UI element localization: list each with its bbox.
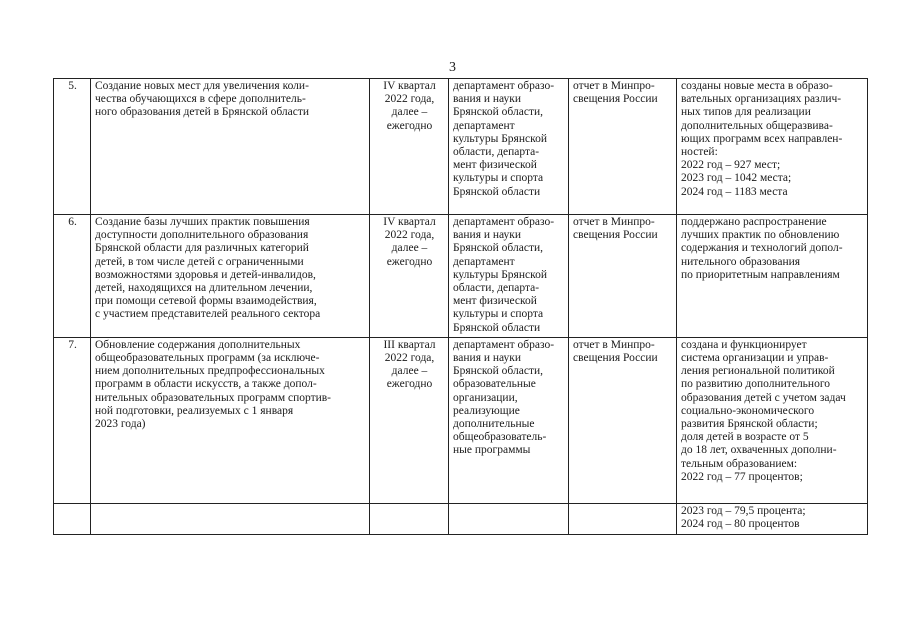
responsible-cell-line: департамент (453, 119, 515, 132)
report-cell-line: свещения России (573, 352, 658, 365)
result-cell (677, 215, 868, 338)
responsible-cell-line: ные программы (453, 444, 531, 457)
term-cell-line: далее – (391, 106, 428, 119)
responsible-cell-line: департамент образо- (453, 80, 555, 92)
term-cell-line: ежегодно (386, 378, 433, 391)
responsible-cell-line: департамент (453, 255, 515, 268)
term-cell-line: IV квартал (383, 216, 436, 228)
term-cell-line: 2022 года, (384, 93, 435, 106)
responsible-cell-line: реализующие (453, 404, 520, 417)
term-cell-line: далее – (391, 242, 428, 255)
empty-cell (54, 503, 91, 534)
result-cell (677, 503, 868, 534)
responsible-cell-line: вания и науки (453, 229, 522, 242)
event-cell-line: Брянской области для различных категорий (95, 242, 309, 255)
term-cell (370, 215, 449, 338)
result-cell-line: тельным образованием: (681, 457, 798, 470)
report-cell-line: свещения России (573, 93, 658, 106)
event-cell-line: ного образования детей в Брянской области (95, 106, 310, 119)
result-cell-line: развития Брянской области; (681, 418, 818, 431)
responsible-cell-line: культуры и спорта (453, 308, 544, 321)
responsible-cell-line: культуры Брянской (453, 268, 547, 281)
report-cell-line: отчет в Минпро- (573, 216, 655, 228)
responsible-cell-line: дополнительные (453, 418, 535, 431)
result-cell-line: образования детей с учетом задач (681, 391, 846, 404)
result-cell-line: ных типов для реализации (681, 106, 811, 119)
table-row (54, 215, 868, 338)
responsible-cell-line: организации, (453, 391, 518, 404)
event-cell-line: детей, в том числе детей с ограниченными (95, 255, 304, 268)
result-cell-line: 2024 год – 80 процентов (681, 518, 800, 531)
result-cell-line: ления региональной политикой (681, 365, 835, 378)
result-cell-line: социально-экономического (681, 404, 815, 417)
responsible-cell-line: Брянской области, (453, 106, 544, 119)
result-cell-line: система организации и управ- (681, 352, 829, 365)
page-number: 3 (449, 60, 456, 75)
responsible-cell-line: области, департа- (453, 282, 540, 295)
event-cell-line: детей, находящихся на длительном лечении, (95, 282, 313, 295)
result-cell-line: 2024 год – 1183 места (681, 185, 788, 198)
report-cell-line: отчет в Минпро- (573, 80, 655, 92)
responsible-cell-line: образовательные (453, 378, 536, 391)
result-cell-line: содержания и технологий допол- (681, 242, 843, 255)
responsible-cell-line: мент физической (453, 159, 537, 172)
responsible-cell-line: общеобразователь- (453, 431, 547, 444)
result-cell-line: ностей: (681, 146, 718, 159)
responsible-cell-line: вания и науки (453, 93, 522, 106)
responsible-cell (449, 337, 569, 503)
result-cell-line: по развитию дополнительного (681, 378, 831, 391)
event-cell (91, 337, 370, 503)
result-cell-line: доля детей в возрасте от 5 (681, 431, 809, 444)
responsible-cell (449, 79, 569, 215)
term-cell-line: III квартал (383, 338, 436, 351)
empty-cell (569, 503, 677, 534)
event-cell-line: с участием представителей реального сектора (95, 308, 321, 321)
term-cell (370, 79, 449, 215)
event-cell-line: 2023 года) (95, 418, 146, 431)
event-cell-line: нительных образовательных программ спортив- (95, 391, 332, 404)
plan-table (53, 78, 868, 535)
result-cell-line: создана и функционирует (681, 338, 807, 351)
responsible-cell-line: Брянской области, (453, 242, 544, 255)
term-cell-line: 2022 года, (384, 352, 435, 365)
event-cell-line: нием дополнительных предпрофессиональных (95, 365, 325, 378)
responsible-cell-line: области, департа- (453, 146, 540, 159)
result-cell-line: созданы новые места в образо- (681, 80, 833, 92)
report-cell-line: отчет в Минпро- (573, 338, 655, 351)
responsible-cell-line: культуры и спорта (453, 172, 544, 185)
event-cell-line: Создание новых мест для увеличения коли- (95, 80, 309, 92)
event-cell-line: возможностями здоровья и детей-инвалидов, (95, 268, 316, 281)
table-row (54, 337, 868, 503)
row-number: 5. (54, 79, 91, 215)
empty-cell (91, 503, 370, 534)
event-cell-line: чества обучающихся в сфере дополнитель- (95, 93, 306, 106)
result-cell-line: дополнительных общеразвива- (681, 119, 833, 132)
responsible-cell (449, 215, 569, 338)
responsible-cell-line: департамент образо- (453, 216, 555, 228)
report-cell (569, 215, 677, 338)
event-cell-line: программ в области искусств, а также допол- (95, 378, 317, 391)
result-cell-line: нительного образования (681, 255, 801, 268)
event-cell (91, 215, 370, 338)
responsible-cell-line: Брянской области (453, 321, 541, 334)
row-number: 6. (54, 215, 91, 338)
empty-cell (449, 503, 569, 534)
result-cell-line: поддержано распространение (681, 216, 827, 228)
responsible-cell-line: Брянской области (453, 185, 541, 198)
result-cell-line: вательных организациях различ- (681, 93, 842, 106)
term-cell-line: IV квартал (383, 80, 436, 92)
event-cell-line: ной подготовки, реализуемых с 1 января (95, 404, 294, 417)
responsible-cell-line: департамент образо- (453, 338, 555, 351)
term-cell-line: далее – (391, 365, 428, 378)
event-cell-line: общеобразовательных программ (за исключе- (95, 352, 320, 365)
event-cell-line: Создание базы лучших практик повышения (95, 216, 310, 228)
empty-cell (370, 503, 449, 534)
row-number: 7. (54, 337, 91, 503)
result-cell (677, 337, 868, 503)
event-cell-line: при помощи сетевой формы взаимодействия, (95, 295, 317, 308)
responsible-cell-line: Брянской области, (453, 365, 544, 378)
responsible-cell-line: мент физической (453, 295, 537, 308)
result-cell-line: 2023 год – 1042 места; (681, 172, 792, 185)
term-cell-line: ежегодно (386, 255, 433, 268)
table-row-continuation (54, 503, 868, 534)
result-cell-line: ющих программ всех направлен- (681, 132, 843, 145)
result-cell (677, 79, 868, 215)
term-cell-line: ежегодно (386, 119, 433, 132)
responsible-cell-line: культуры Брянской (453, 132, 547, 145)
result-cell-line: по приоритетным направлениям (681, 268, 840, 281)
table-row (54, 79, 868, 215)
result-cell-line: до 18 лет, охваченных дополни- (681, 444, 837, 457)
result-cell-line: 2022 год – 927 мест; (681, 159, 781, 172)
report-cell (569, 337, 677, 503)
term-cell (370, 337, 449, 503)
report-cell (569, 79, 677, 215)
term-cell-line: 2022 года, (384, 229, 435, 242)
result-cell-line: 2023 год – 79,5 процента; (681, 504, 806, 517)
result-cell-line: лучших практик по обновлению (681, 229, 840, 242)
event-cell-line: Обновление содержания дополнительных (95, 338, 301, 351)
responsible-cell-line: вания и науки (453, 352, 522, 365)
event-cell (91, 79, 370, 215)
result-cell-line: 2022 год – 77 процентов; (681, 470, 803, 483)
event-cell-line: доступности дополнительного образования (95, 229, 309, 242)
report-cell-line: свещения России (573, 229, 658, 242)
